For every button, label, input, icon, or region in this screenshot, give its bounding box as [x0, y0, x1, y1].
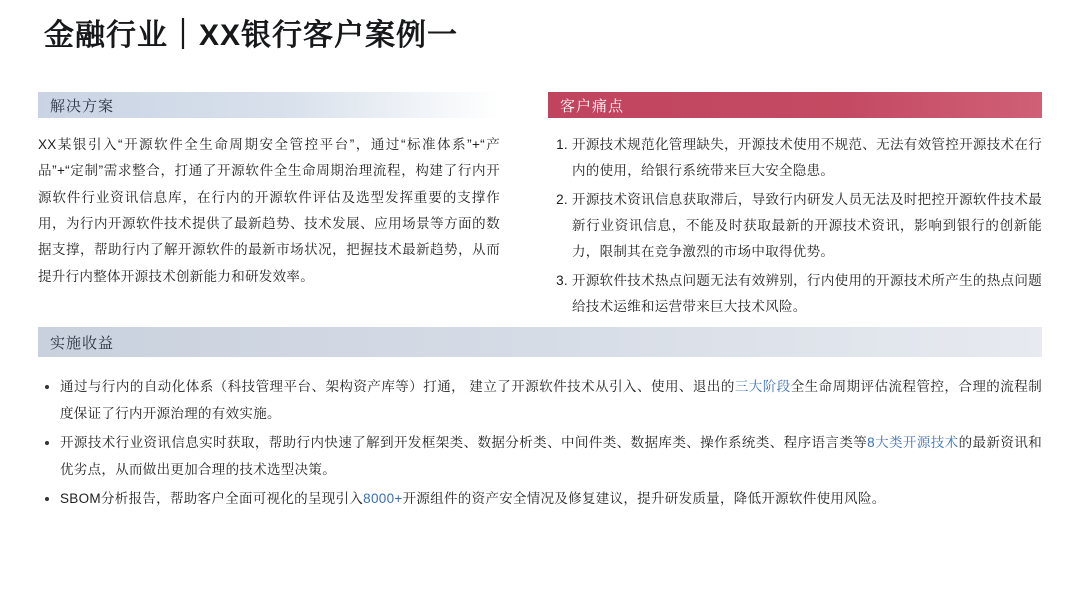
painpoint-item: 2. 开源技术资讯信息获取滞后，导致行内研发人员无法及时把控开源软件技术最新行业资讯信息，不能及时获取最新的开源技术资讯，影响到银行的创新能力，限制其在竞争激烈的市场中取得优势。: [572, 187, 1042, 266]
benefit-text: SBOM分析报告，帮助客户全面可视化的呈现引入: [60, 491, 364, 506]
benefit-text: 开源组件的资产安全情况及修复建议，提升研发质量，降低开源软件使用风险。: [402, 491, 886, 506]
solution-heading: 解决方案: [38, 92, 500, 118]
solution-body: XX某银引入“开源软件全生命周期安全管控平台”，通过“标准体系”+“产品”+“定制”需求整合，打通了开源软件全生命周期治理流程，构建了行内开源软件行业资讯信息库，在行内的开源软件评估及选型发挥重要的支撑作用，为行内开源软件技术提供了最新趋势、技术发展、应用场景等方面的数据支撑，帮助行内了解开源软件的最新市场状况，把握技术最新趋势，从而提升行内整体开源技术创新能力和研发效率。: [38, 137, 500, 284]
content-band: [38, 92, 1042, 322]
benefit-highlight: 8大类开源技术: [867, 435, 959, 450]
benefit-text: 通过与行内的自动化体系（科技管理平台、架构资产库等）打通， 建立了开源软件技术从引入、使用、退出的: [60, 379, 735, 394]
page-title: 金融行业｜XX银行客户案例一: [44, 19, 459, 52]
painpoint-item: 1. 开源技术规范化管理缺失，开源技术使用不规范、无法有效管控开源技术在行内的使用，给银行系统带来巨大安全隐患。: [572, 132, 1042, 185]
painpoints-heading: 客户痛点: [548, 92, 1042, 118]
benefits-heading: 实施收益: [38, 327, 1042, 357]
solution-column: [38, 92, 500, 322]
benefits-section: [38, 327, 1042, 514]
benefit-text: 开源技术行业资讯信息实时获取，帮助行内快速了解到开发框架类、数据分析类、中间件类、数据库类、操作系统类、程序语言类等: [60, 435, 868, 450]
benefit-highlight: 8000+: [363, 491, 403, 506]
benefit-highlight: 三大阶段: [734, 379, 791, 394]
benefit-item: [60, 429, 1042, 483]
painpoints-list: [548, 132, 1042, 320]
benefit-item: [60, 373, 1042, 427]
painpoint-item: 3. 开源软件技术热点问题无法有效辨别，行内使用的开源技术所产生的热点问题给技术运维和运营带来巨大技术风险。: [572, 268, 1042, 321]
benefits-list: [38, 373, 1042, 512]
benefit-text: 全生命周期评估流程管控，合理的流程制度保证了行内开源治理的有效实施。: [60, 379, 1043, 421]
benefit-text: 的最新资讯和优劣点，从而做出更加合理的技术选型决策。: [60, 435, 1042, 477]
benefit-item: [60, 485, 1042, 512]
painpoints-column: [548, 92, 1042, 322]
